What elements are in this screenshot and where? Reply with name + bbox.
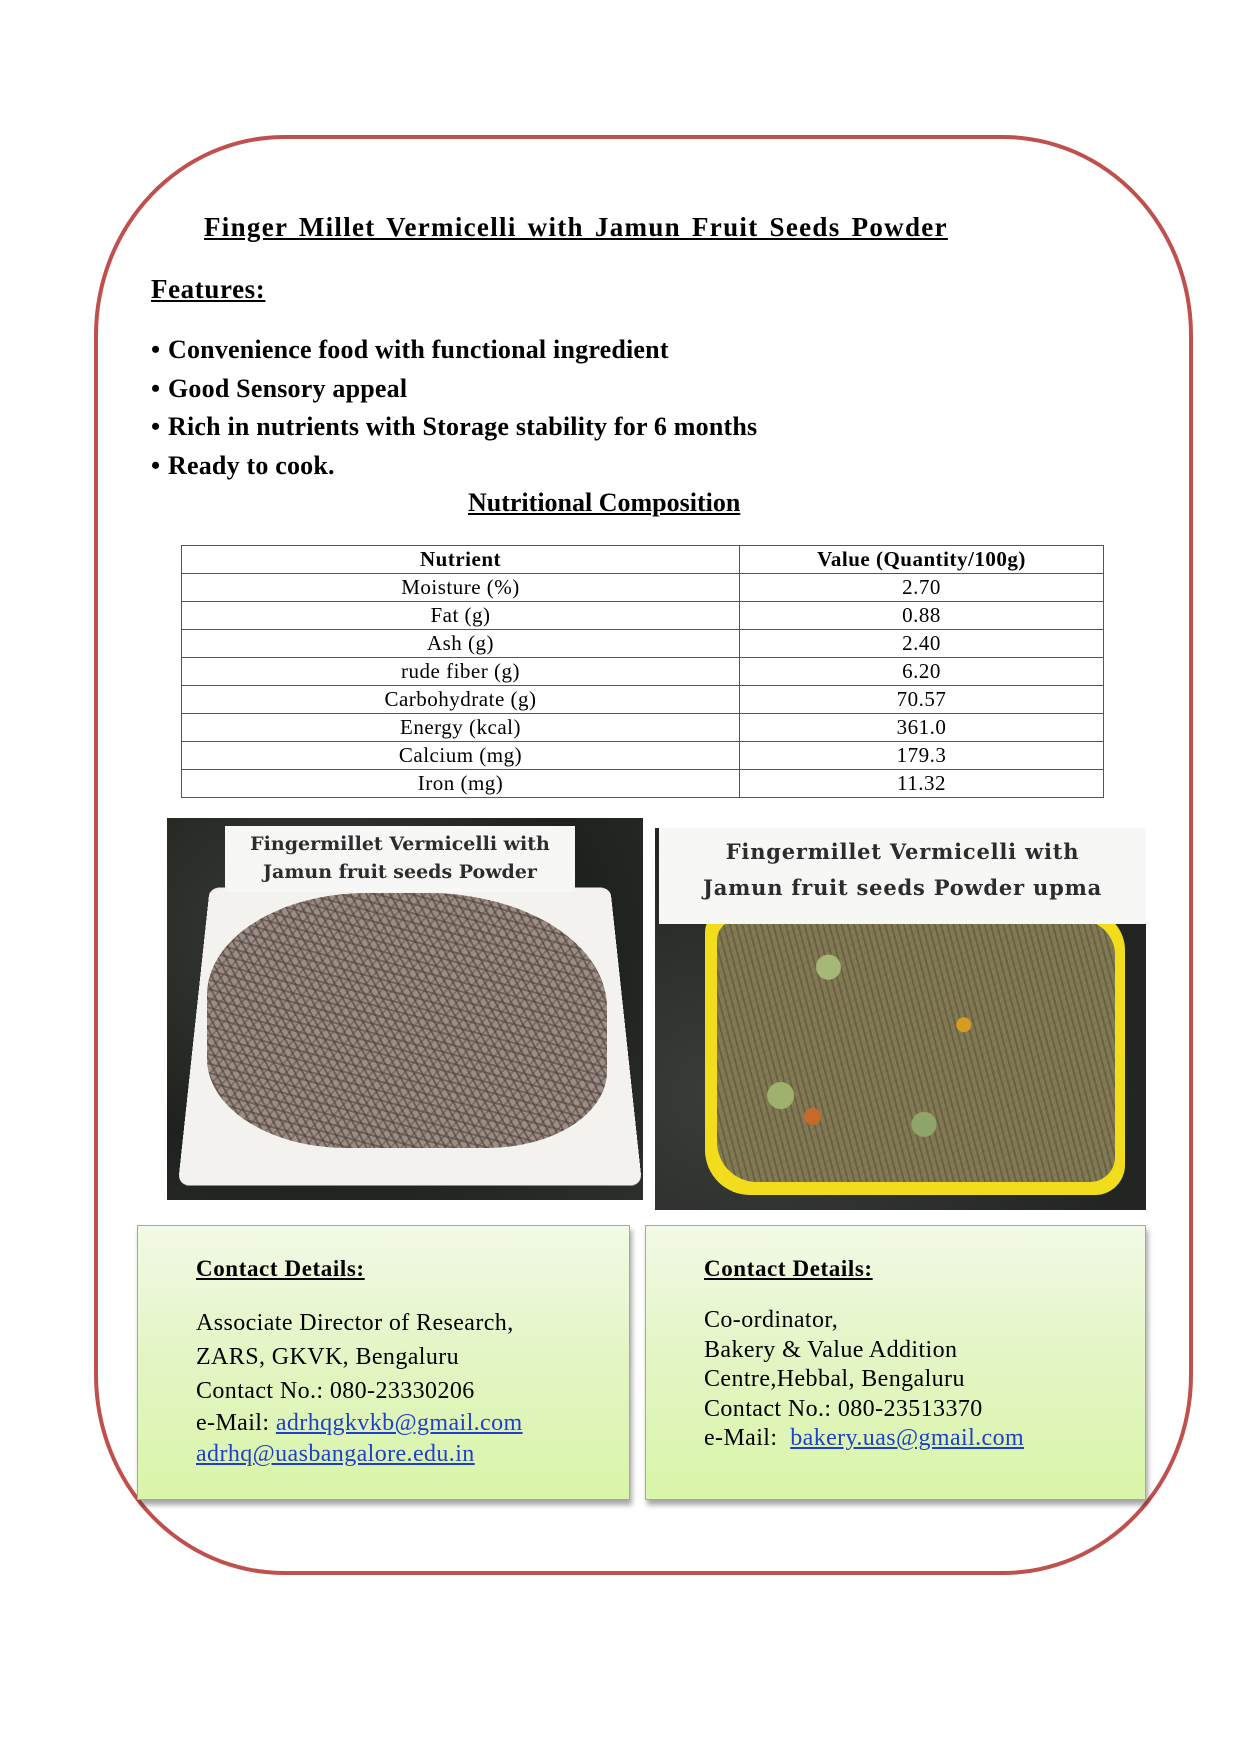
contact-phone: Contact No.: 080-23330206 (196, 1378, 475, 1404)
contact-lines (704, 1306, 1024, 1454)
photo-label-line: Jamun fruit seeds Powder (263, 861, 537, 883)
bullet-icon: • (151, 451, 161, 481)
feature-text: Ready to cook. (168, 451, 335, 481)
contact-phone: Contact No.: 080-23513370 (704, 1395, 983, 1422)
table-row (182, 602, 1104, 630)
contact-box-adr (137, 1225, 630, 1500)
photo-label-line: Jamun fruit seeds Powder upma (702, 875, 1103, 900)
table-row (182, 742, 1104, 770)
value-cell: 2.70 (740, 574, 1104, 602)
value-cell: 2.40 (740, 630, 1104, 658)
nutrition-table (181, 545, 1104, 798)
email-label: e-Mail: (704, 1425, 791, 1451)
nutrient-cell: Carbohydrate (g) (182, 686, 740, 714)
table-row (182, 770, 1104, 798)
feature-item (151, 331, 757, 370)
email-label: e-Mail: (196, 1410, 276, 1436)
bullet-icon: • (151, 335, 161, 364)
photo-label-line: Fingermillet Vermicelli with (725, 839, 1080, 864)
value-cell: 179.3 (740, 742, 1104, 770)
nutrient-cell: Fat (g) (182, 602, 740, 630)
contact-line: Co-ordinator, (704, 1307, 839, 1333)
table-row (182, 714, 1104, 742)
table-header-row (182, 546, 1104, 574)
contact-heading: Contact Details: (704, 1256, 873, 1281)
upma-dish (717, 920, 1115, 1182)
photo-label-card (659, 828, 1146, 924)
value-cell: 11.32 (740, 770, 1104, 798)
contact-line: Bakery & Value Addition (704, 1336, 958, 1363)
table-row (182, 574, 1104, 602)
table-row (182, 658, 1104, 686)
feature-item (151, 370, 757, 409)
page-title: Finger Millet Vermicelli with Jamun Fruit Seeds Powder (204, 212, 948, 242)
nutrient-cell: Ash (g) (182, 630, 740, 658)
value-cell: 0.88 (740, 602, 1104, 630)
nutrient-cell: Energy (kcal) (182, 714, 740, 742)
feature-text: Convenience food with functional ingredient (168, 335, 669, 364)
contact-line: ZARS, GKVK, Bengaluru (196, 1344, 460, 1370)
bullet-icon: • (151, 412, 161, 442)
nutrition-heading: Nutritional Composition (468, 488, 741, 517)
features-heading: Features: (151, 274, 266, 304)
contact-email-line (196, 1408, 523, 1438)
contact-line: Associate Director of Research, (196, 1310, 514, 1336)
feature-text: Good Sensory appeal (168, 373, 408, 403)
email-link[interactable]: adrhqgkvkb@gmail.com (275, 1410, 523, 1436)
bullet-icon: • (151, 373, 161, 403)
upma-photo (655, 828, 1146, 1210)
value-cell: 70.57 (740, 686, 1104, 714)
nutrient-cell: rude fiber (g) (182, 658, 740, 686)
contact-line: Centre,Hebbal, Bengaluru (704, 1366, 965, 1392)
contact-email-line (196, 1438, 523, 1470)
value-cell: 361.0 (740, 714, 1104, 742)
value-cell: 6.20 (740, 658, 1104, 686)
column-header-nutrient: Nutrient (182, 546, 740, 574)
table-row (182, 630, 1104, 658)
email-link[interactable]: bakery.uas@gmail.com (790, 1425, 1025, 1451)
contact-box-bakery (645, 1225, 1146, 1500)
feature-item (151, 408, 757, 447)
nutrient-cell: Moisture (%) (182, 574, 740, 602)
nutrient-cell: Calcium (mg) (182, 742, 740, 770)
contact-email-line (704, 1424, 1024, 1454)
nutrient-cell: Iron (mg) (182, 770, 740, 798)
email-link[interactable]: adrhq@uasbangalore.edu.in (196, 1441, 475, 1467)
column-header-value: Value (Quantity/100g) (740, 546, 1104, 574)
contact-heading: Contact Details: (196, 1256, 365, 1281)
photo-label-card (225, 826, 575, 892)
vermicelli-noodles (207, 893, 607, 1148)
vermicelli-photo (167, 818, 643, 1200)
feature-item (151, 447, 757, 486)
photo-label-line: Fingermillet Vermicelli with (250, 833, 550, 855)
contact-lines (196, 1306, 523, 1470)
feature-text: Rich in nutrients with Storage stability for 6 months (168, 412, 758, 442)
table-row (182, 686, 1104, 714)
features-list (151, 331, 757, 486)
